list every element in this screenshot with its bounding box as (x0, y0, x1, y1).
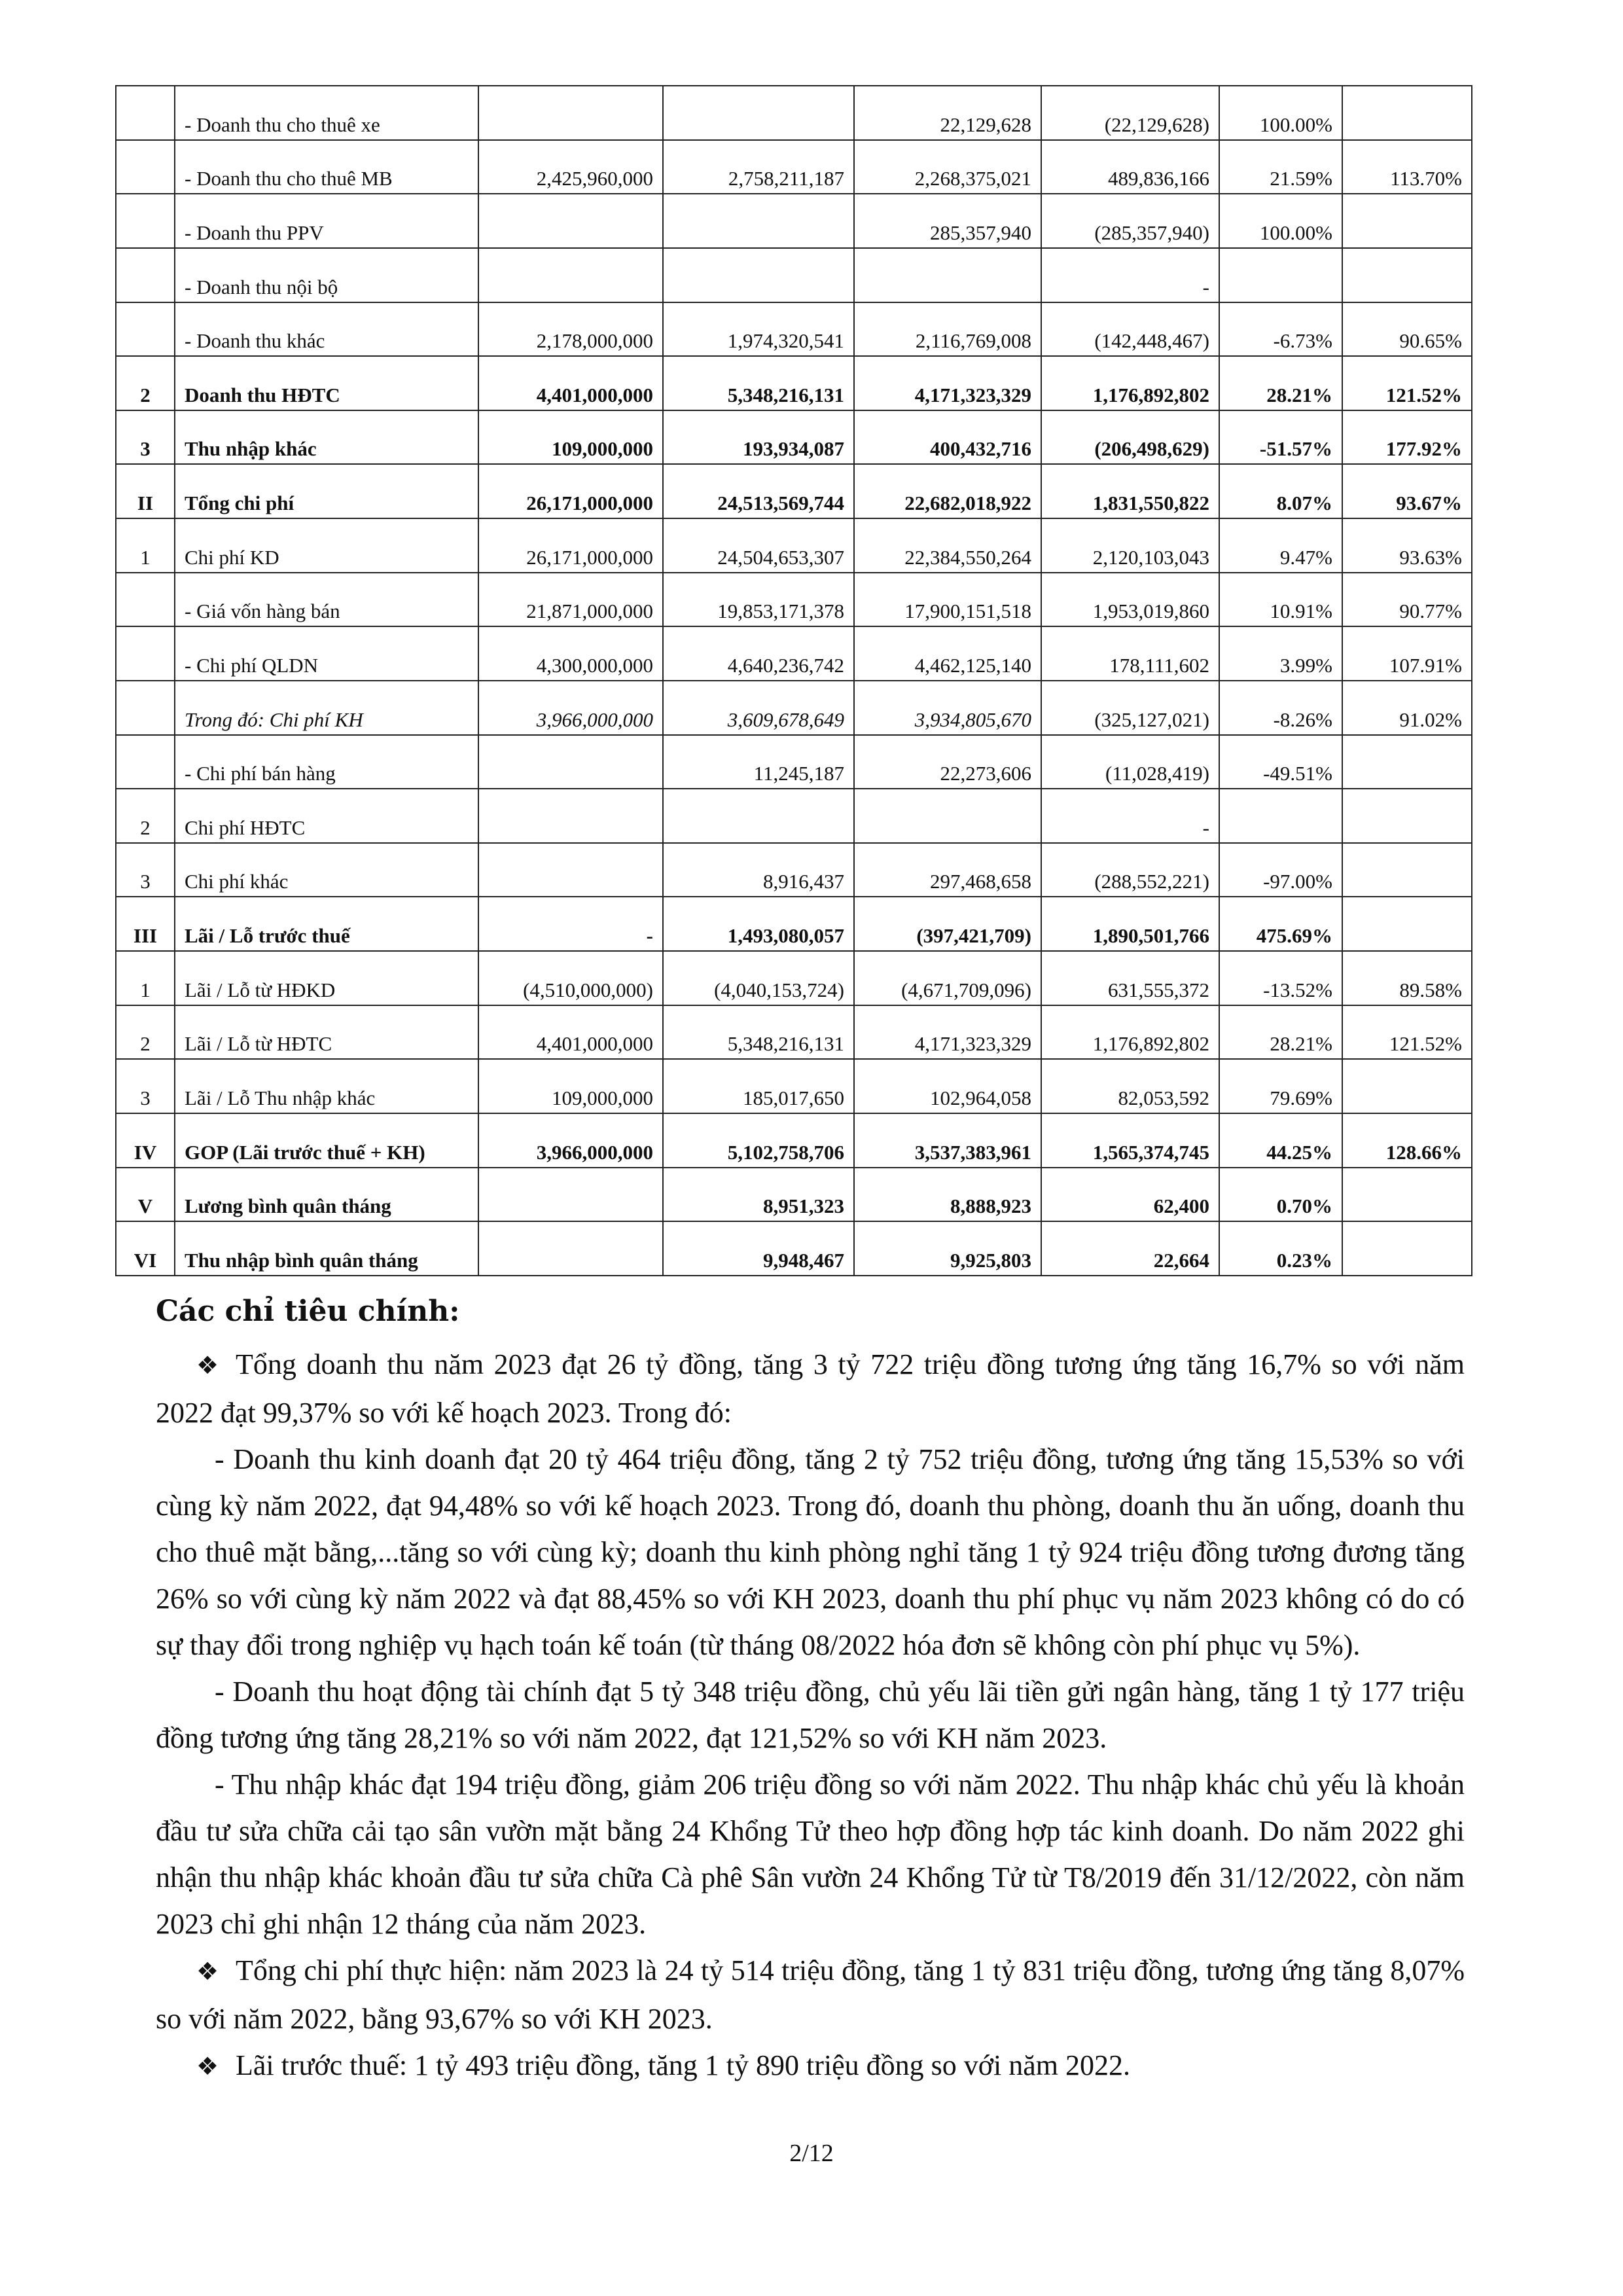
row-label-cell: Chi phí KD (175, 518, 478, 573)
change-percent-cell: 100.00% (1219, 194, 1342, 248)
prior-year-value-cell: 102,964,058 (854, 1059, 1041, 1113)
change-percent-cell: 28.21% (1219, 356, 1342, 410)
table-row (116, 356, 1472, 410)
financial-table-container (115, 85, 1471, 1276)
row-label-cell: - Doanh thu khác (175, 302, 478, 357)
table-row (116, 573, 1472, 627)
prior-year-value-cell (854, 789, 1041, 843)
difference-value-cell: 62,400 (1041, 1168, 1219, 1222)
plan-percent-cell (1342, 1059, 1472, 1113)
difference-value-cell: 489,836,166 (1041, 140, 1219, 194)
prior-year-value-cell (854, 248, 1041, 302)
prior-year-value-cell: 285,357,940 (854, 194, 1041, 248)
change-percent-cell: 10.91% (1219, 573, 1342, 627)
change-percent-cell: 0.23% (1219, 1221, 1342, 1276)
plan-percent-cell: 177.92% (1342, 410, 1472, 465)
row-label-cell: Lãi / Lỗ trước thuế (175, 897, 478, 951)
difference-value-cell: 82,053,592 (1041, 1059, 1219, 1113)
plan-percent-cell: 107.91% (1342, 626, 1472, 681)
prior-year-value-cell: 22,129,628 (854, 86, 1041, 140)
row-label-cell: - Doanh thu cho thuê xe (175, 86, 478, 140)
main-indicators-section (156, 1288, 1465, 2090)
prior-year-value-cell: (397,421,709) (854, 897, 1041, 951)
row-label-cell: Chi phí khác (175, 843, 478, 897)
difference-value-cell: (11,028,419) (1041, 735, 1219, 789)
plan-percent-cell: 90.77% (1342, 573, 1472, 627)
plan-value-cell: 26,171,000,000 (478, 464, 663, 518)
paragraph-text: Lãi trước thuế: 1 tỷ 493 triệu đồng, tăng 1 tỷ 890 triệu đồng so với năm 2022. (236, 2049, 1130, 2081)
page-number: 2/12 (789, 2140, 834, 2167)
change-percent-cell: 475.69% (1219, 897, 1342, 951)
financial-table (115, 85, 1472, 1276)
row-index-cell: 2 (116, 1005, 175, 1060)
difference-value-cell: 631,555,372 (1041, 951, 1219, 1005)
row-index-cell: 1 (116, 951, 175, 1005)
plan-value-cell: - (478, 897, 663, 951)
difference-value-cell: (206,498,629) (1041, 410, 1219, 465)
row-index-cell (116, 194, 175, 248)
change-percent-cell: -13.52% (1219, 951, 1342, 1005)
change-percent-cell: 0.70% (1219, 1168, 1342, 1222)
change-percent-cell (1219, 789, 1342, 843)
table-row (116, 1005, 1472, 1060)
prior-year-value-cell: 22,682,018,922 (854, 464, 1041, 518)
actual-value-cell: 8,951,323 (663, 1168, 854, 1222)
plan-percent-cell (1342, 897, 1472, 951)
actual-value-cell: 1,493,080,057 (663, 897, 854, 951)
table-row (116, 1221, 1472, 1276)
difference-value-cell: (288,552,221) (1041, 843, 1219, 897)
actual-value-cell: 4,640,236,742 (663, 626, 854, 681)
plan-percent-cell: 93.63% (1342, 518, 1472, 573)
row-index-cell: 2 (116, 356, 175, 410)
row-index-cell (116, 86, 175, 140)
plan-percent-cell: 113.70% (1342, 140, 1472, 194)
table-row (116, 248, 1472, 302)
actual-value-cell: 5,102,758,706 (663, 1113, 854, 1168)
table-row (116, 464, 1472, 518)
actual-value-cell (663, 86, 854, 140)
change-percent-cell: -97.00% (1219, 843, 1342, 897)
table-row (116, 1059, 1472, 1113)
plan-percent-cell: 91.02% (1342, 681, 1472, 735)
paragraph-total-revenue (156, 1341, 1465, 1436)
change-percent-cell: -6.73% (1219, 302, 1342, 357)
table-row (116, 681, 1472, 735)
actual-value-cell: 24,513,569,744 (663, 464, 854, 518)
plan-percent-cell: 90.65% (1342, 302, 1472, 357)
row-label-cell: Lương bình quân tháng (175, 1168, 478, 1222)
row-index-cell: 3 (116, 843, 175, 897)
change-percent-cell: -8.26% (1219, 681, 1342, 735)
row-label-cell: Lãi / Lỗ Thu nhập khác (175, 1059, 478, 1113)
table-row (116, 843, 1472, 897)
change-percent-cell: 79.69% (1219, 1059, 1342, 1113)
paragraph-other-income: - Thu nhập khác đạt 194 triệu đồng, giảm 206 triệu đồng so với năm 2022. Thu nhập khác chủ yếu là khoản đầu tư sửa chữa cải tạo sân vườn mặt bằng 24 Khổng Tử theo hợp đồng hợp tác kinh doanh. Do năm 2022 ghi nhận thu nhập khác khoản đầu tư sửa chữa Cà phê Sân vườn 24 Khổng Tử từ T8/2019 đến 31/12/2022, còn năm 2023 chỉ ghi nhận 12 tháng của năm 2023. (156, 1768, 1465, 1940)
change-percent-cell: 28.21% (1219, 1005, 1342, 1060)
paragraph-total-expense (156, 1947, 1465, 2042)
table-row (116, 626, 1472, 681)
table-row (116, 410, 1472, 465)
row-index-cell: 2 (116, 789, 175, 843)
difference-value-cell: 22,664 (1041, 1221, 1219, 1276)
paragraph-profit-before-tax (156, 2042, 1465, 2090)
actual-value-cell: 8,916,437 (663, 843, 854, 897)
actual-value-cell (663, 789, 854, 843)
change-percent-cell: -49.51% (1219, 735, 1342, 789)
difference-value-cell: 1,176,892,802 (1041, 356, 1219, 410)
row-index-cell (116, 302, 175, 357)
prior-year-value-cell: 4,171,323,329 (854, 356, 1041, 410)
plan-percent-cell: 89.58% (1342, 951, 1472, 1005)
plan-value-cell: 2,425,960,000 (478, 140, 663, 194)
row-label-cell: Thu nhập bình quân tháng (175, 1221, 478, 1276)
change-percent-cell: 21.59% (1219, 140, 1342, 194)
row-index-cell (116, 573, 175, 627)
paragraph-financial-revenue: - Doanh thu hoạt động tài chính đạt 5 tỷ 348 triệu đồng, chủ yếu lãi tiền gửi ngân hàng, tăng 1 tỷ 177 triệu đồng tương ứng tăng 28,21% so với năm 2022, đạt 121,52% so với KH năm 2023. (156, 1676, 1465, 1754)
row-index-cell (116, 140, 175, 194)
actual-value-cell: 193,934,087 (663, 410, 854, 465)
actual-value-cell: 5,348,216,131 (663, 1005, 854, 1060)
table-row (116, 1113, 1472, 1168)
plan-value-cell: 4,401,000,000 (478, 1005, 663, 1060)
difference-value-cell: (325,127,021) (1041, 681, 1219, 735)
actual-value-cell: 11,245,187 (663, 735, 854, 789)
row-index-cell (116, 681, 175, 735)
row-label-cell: - Doanh thu nội bộ (175, 248, 478, 302)
actual-value-cell: 19,853,171,378 (663, 573, 854, 627)
plan-percent-cell (1342, 1221, 1472, 1276)
diamond-bullet-icon: ❖ (196, 2053, 219, 2081)
plan-percent-cell: 121.52% (1342, 356, 1472, 410)
row-index-cell: 3 (116, 410, 175, 465)
row-index-cell: 3 (116, 1059, 175, 1113)
row-label-cell: Chi phí HĐTC (175, 789, 478, 843)
actual-value-cell (663, 194, 854, 248)
prior-year-value-cell: 297,468,658 (854, 843, 1041, 897)
financial-table-body (116, 86, 1472, 1276)
table-row (116, 194, 1472, 248)
change-percent-cell: 3.99% (1219, 626, 1342, 681)
plan-percent-cell (1342, 735, 1472, 789)
difference-value-cell: (285,357,940) (1041, 194, 1219, 248)
row-index-cell: II (116, 464, 175, 518)
paragraph-text: Tổng doanh thu năm 2023 đạt 26 tỷ đồng, tăng 3 tỷ 722 triệu đồng tương ứng tăng 16,7% so với năm 2022 đạt 99,37% so với kế hoạch 2023. Trong đó: (156, 1348, 1465, 1429)
row-index-cell (116, 735, 175, 789)
plan-value-cell (478, 843, 663, 897)
plan-percent-cell (1342, 843, 1472, 897)
row-label-cell: - Chi phí bán hàng (175, 735, 478, 789)
difference-value-cell: 1,565,374,745 (1041, 1113, 1219, 1168)
row-index-cell (116, 248, 175, 302)
plan-percent-cell (1342, 1168, 1472, 1222)
row-label-cell: Trong đó: Chi phí KH (175, 681, 478, 735)
row-index-cell (116, 626, 175, 681)
table-row (116, 897, 1472, 951)
prior-year-value-cell: 400,432,716 (854, 410, 1041, 465)
prior-year-value-cell: 8,888,923 (854, 1168, 1041, 1222)
table-row (116, 518, 1472, 573)
row-label-cell: - Doanh thu PPV (175, 194, 478, 248)
actual-value-cell: 2,758,211,187 (663, 140, 854, 194)
change-percent-cell: 44.25% (1219, 1113, 1342, 1168)
plan-value-cell (478, 1168, 663, 1222)
plan-percent-cell (1342, 194, 1472, 248)
plan-value-cell (478, 789, 663, 843)
change-percent-cell: -51.57% (1219, 410, 1342, 465)
plan-value-cell: 3,966,000,000 (478, 1113, 663, 1168)
prior-year-value-cell: 9,925,803 (854, 1221, 1041, 1276)
difference-value-cell: 178,111,602 (1041, 626, 1219, 681)
prior-year-value-cell: 2,116,769,008 (854, 302, 1041, 357)
difference-value-cell: 1,831,550,822 (1041, 464, 1219, 518)
difference-value-cell: (142,448,467) (1041, 302, 1219, 357)
prior-year-value-cell: 2,268,375,021 (854, 140, 1041, 194)
row-index-cell: IV (116, 1113, 175, 1168)
table-row (116, 140, 1472, 194)
paragraph-text: Tổng chi phí thực hiện: năm 2023 là 24 tỷ 514 triệu đồng, tăng 1 tỷ 831 triệu đồng, tương ứng tăng 8,07% so với năm 2022, bằng 93,67% so với KH 2023. (156, 1954, 1465, 2035)
prior-year-value-cell: 22,273,606 (854, 735, 1041, 789)
change-percent-cell: 8.07% (1219, 464, 1342, 518)
table-row (116, 735, 1472, 789)
plan-value-cell (478, 86, 663, 140)
plan-value-cell: 4,401,000,000 (478, 356, 663, 410)
plan-value-cell: 109,000,000 (478, 1059, 663, 1113)
actual-value-cell: 1,974,320,541 (663, 302, 854, 357)
plan-value-cell: 4,300,000,000 (478, 626, 663, 681)
paragraph-business-revenue: - Doanh thu kinh doanh đạt 20 tỷ 464 triệu đồng, tăng 2 tỷ 752 triệu đồng, tương ứng tăng 15,53% so với cùng kỳ năm 2022, đạt 94,48% so với kế hoạch 2023. Trong đó, doanh thu phòng, doanh thu ăn uống, doanh thu cho thuê mặt bằng,...tăng so với cùng kỳ; doanh thu kinh phòng nghỉ tăng 1 tỷ 924 triệu đồng tương đương tăng 26% so với cùng kỳ năm 2022 và đạt 88,45% so với KH 2023, doanh thu phí phục vụ năm 2023 không có do có sự thay đổi trong nghiệp vụ hạch toán kế toán (từ tháng 08/2022 hóa đơn sẽ không còn phí phục vụ 5%). (156, 1443, 1465, 1661)
row-index-cell: VI (116, 1221, 175, 1276)
difference-value-cell: 1,890,501,766 (1041, 897, 1219, 951)
table-row (116, 789, 1472, 843)
prior-year-value-cell: 4,171,323,329 (854, 1005, 1041, 1060)
change-percent-cell: 100.00% (1219, 86, 1342, 140)
change-percent-cell (1219, 248, 1342, 302)
prior-year-value-cell: 17,900,151,518 (854, 573, 1041, 627)
actual-value-cell: (4,040,153,724) (663, 951, 854, 1005)
plan-percent-cell: 128.66% (1342, 1113, 1472, 1168)
row-label-cell: Lãi / Lỗ từ HĐTC (175, 1005, 478, 1060)
prior-year-value-cell: 22,384,550,264 (854, 518, 1041, 573)
plan-value-cell: 21,871,000,000 (478, 573, 663, 627)
diamond-bullet-icon: ❖ (196, 1352, 219, 1380)
prior-year-value-cell: 3,537,383,961 (854, 1113, 1041, 1168)
plan-value-cell: 109,000,000 (478, 410, 663, 465)
difference-value-cell: 1,176,892,802 (1041, 1005, 1219, 1060)
prior-year-value-cell: (4,671,709,096) (854, 951, 1041, 1005)
plan-value-cell: 3,966,000,000 (478, 681, 663, 735)
table-row (116, 86, 1472, 140)
difference-value-cell: (22,129,628) (1041, 86, 1219, 140)
actual-value-cell: 3,609,678,649 (663, 681, 854, 735)
plan-value-cell (478, 735, 663, 789)
actual-value-cell: 24,504,653,307 (663, 518, 854, 573)
prior-year-value-cell: 3,934,805,670 (854, 681, 1041, 735)
prior-year-value-cell: 4,462,125,140 (854, 626, 1041, 681)
row-label-cell: - Giá vốn hàng bán (175, 573, 478, 627)
plan-percent-cell: 93.67% (1342, 464, 1472, 518)
row-label-cell: - Chi phí QLDN (175, 626, 478, 681)
actual-value-cell: 185,017,650 (663, 1059, 854, 1113)
row-index-cell: 1 (116, 518, 175, 573)
diamond-bullet-icon: ❖ (196, 1958, 219, 1986)
table-row (116, 302, 1472, 357)
plan-value-cell: 2,178,000,000 (478, 302, 663, 357)
table-row (116, 951, 1472, 1005)
difference-value-cell: 2,120,103,043 (1041, 518, 1219, 573)
actual-value-cell (663, 248, 854, 302)
difference-value-cell: - (1041, 789, 1219, 843)
row-label-cell: Doanh thu HĐTC (175, 356, 478, 410)
actual-value-cell: 9,948,467 (663, 1221, 854, 1276)
plan-value-cell (478, 1221, 663, 1276)
section-title: Các chỉ tiêu chính: (156, 1295, 460, 1328)
difference-value-cell: - (1041, 248, 1219, 302)
row-label-cell: Tổng chi phí (175, 464, 478, 518)
row-label-cell: Lãi / Lỗ từ HĐKD (175, 951, 478, 1005)
actual-value-cell: 5,348,216,131 (663, 356, 854, 410)
plan-percent-cell (1342, 248, 1472, 302)
plan-value-cell: 26,171,000,000 (478, 518, 663, 573)
row-label-cell: Thu nhập khác (175, 410, 478, 465)
plan-percent-cell: 121.52% (1342, 1005, 1472, 1060)
plan-value-cell: (4,510,000,000) (478, 951, 663, 1005)
plan-percent-cell (1342, 86, 1472, 140)
row-index-cell: III (116, 897, 175, 951)
plan-value-cell (478, 248, 663, 302)
change-percent-cell: 9.47% (1219, 518, 1342, 573)
row-label-cell: GOP (Lãi trước thuế + KH) (175, 1113, 478, 1168)
row-label-cell: - Doanh thu cho thuê MB (175, 140, 478, 194)
plan-percent-cell (1342, 789, 1472, 843)
row-index-cell: V (116, 1168, 175, 1222)
difference-value-cell: 1,953,019,860 (1041, 573, 1219, 627)
table-row (116, 1168, 1472, 1222)
plan-value-cell (478, 194, 663, 248)
